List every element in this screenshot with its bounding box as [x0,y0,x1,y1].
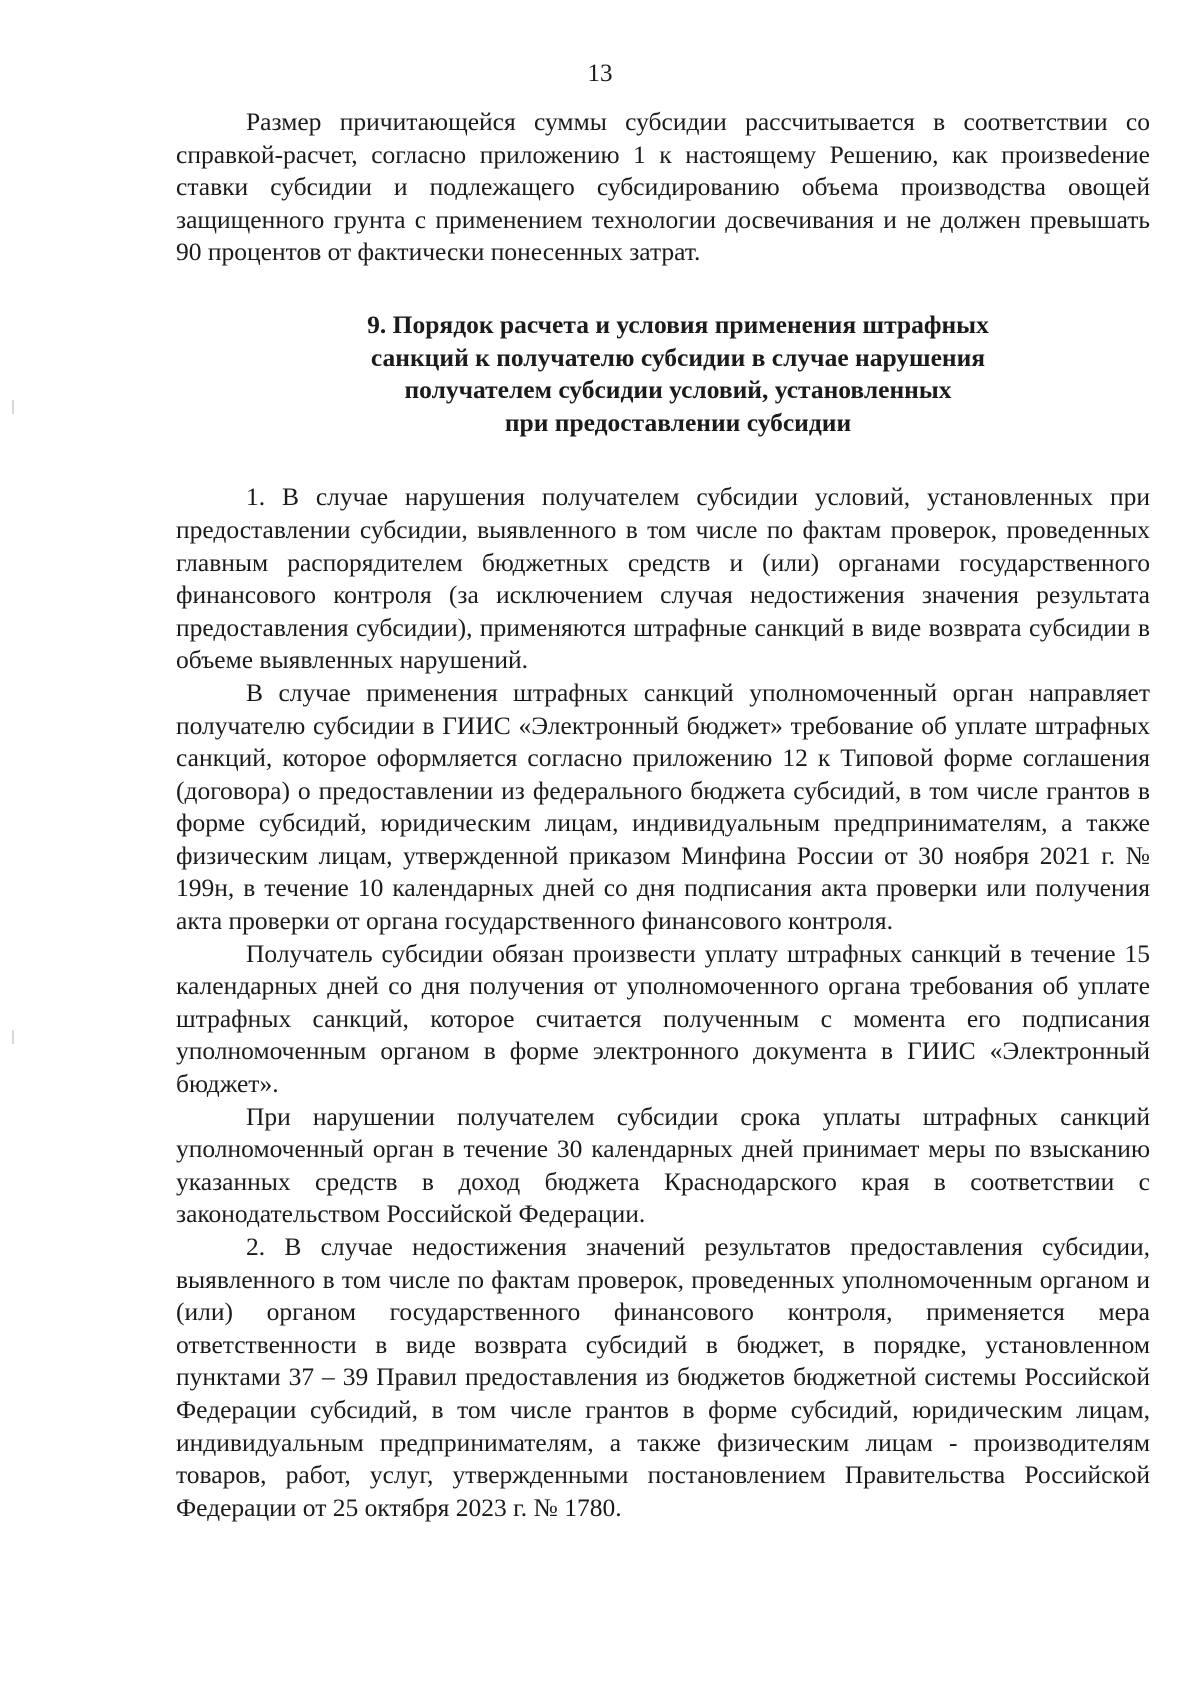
scan-margin-mark [12,1030,14,1044]
section-paragraph-3: Получатель субсидии обязан произвести уплату штрафных санкций в течение 15 календарных дней со дня получения от уполномоченного органа требования об уплате штрафных санкций, которое считается полученным с момента его подписания уполномоченным органом в форме электронного документа в ГИИС «Электронный бюджет». [176,938,1150,1099]
section-paragraph-5: 2. В случае недостижения значений результатов предоставления субсидии, выявленного в том числе по фактам проверок, проведенных уполномоченным органом и (или) органом государственного финансового контроля, применяется мера ответственности в виде возврата субсидий в бюджет, в порядке, установленном пунктами 37 – 39 Правил предоставления из бюджетов бюджетной системы Российской Федерации субсидий, в том числе грантов в форме субсидий, юридическим лицам, индивидуальным предпринимателям, а также физическим лицам - производителям товаров, работ, услуг, утвержденными постановлением Правительства Российской Федерации от 25 октября 2023 г. № 1780. [176,1232,1150,1522]
scan-margin-mark [12,400,14,414]
page-number: 13 [587,60,613,87]
section-paragraph-4: При нарушении получателем субсидии срока уплаты штрафных санкций уполномоченный орган в течение 30 календарных дней принимает меры по взысканию указанных средств в доход бюджета Краснодарского края в соответствии с законодательством Российской Федерации. [176,1101,1150,1229]
heading-line: санкций к получателю субсидии в случае нарушения [370,342,986,372]
heading-line: при предоставлении субсидии [504,407,852,437]
section-paragraph-1: 1. В случае нарушения получателем субсидии условий, установленных при предоставлении субсидии, выявленного в том числе по фактам проверок, проведенных главным распорядителем бюджетных средств и (или) органами государственного финансового контроля (за исключением случая недостижения значения результата предоставления субсидии), применяются штрафные санкций в виде возврата субсидии в объеме выявленных нарушений. [176,482,1150,675]
intro-paragraph: Размер причитающейся суммы субсидии рассчитывается в соответствии со справкой-расчет, согласно приложению 1 к настоящему Решению, как произвеdение ставки субсидии и подлежащего субсидированию объема производства овощей защищенного грунта с применением технологии досвечивания и не должен превышать 90 процентов от фактически понесенных затрат. [176,107,1150,267]
section-paragraph-2: В случае применения штрафных санкций уполномоченный орган направляет получателю субсидии в ГИИС «Электронный бюджет» требование об уплате штрафных санкций, которое оформляется согласно приложению 12 к Типовой форме соглашения (договора) о предоставлении из федерального бюджета субсидий, в том числе грантов в форме субсидий, юридическим лицам, индивидуальным предпринимателям, а также физическим лицам, утвержденной приказом Минфина России от 30 ноября 2021 г. № 199н, в течение 10 календарных дней со дня подписания акта проверки или получения акта проверки от органа государственного финансового контроля. [176,677,1150,936]
heading-line: 9. Порядок расчета и условия применения штрафных [367,309,989,339]
document-body [176,106,1150,1524]
section-heading [176,309,1150,439]
heading-line: получателем субсидии условий, установленных [404,375,952,405]
